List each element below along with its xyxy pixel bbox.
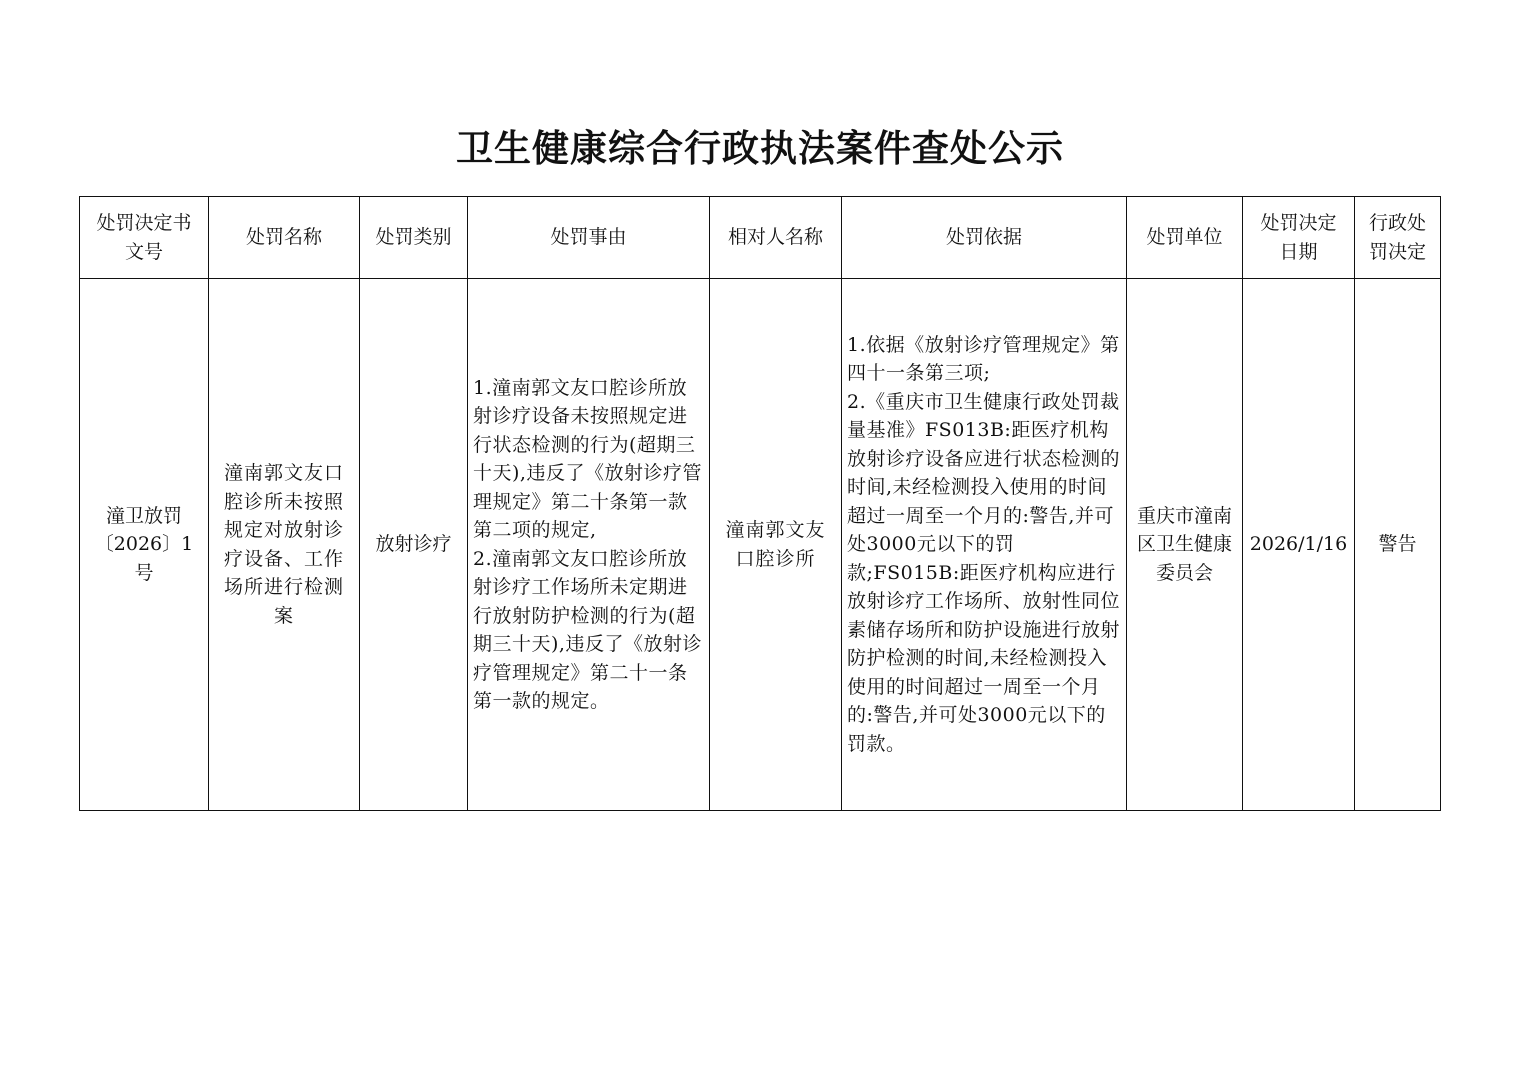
reason-item-2: 2.潼南郭文友口腔诊所放射诊疗工作场所未定期进行放射防护检测的行为(超期三十天),违反了《放射诊疗管理规定》第二十一条第一款的规定。 bbox=[473, 547, 702, 712]
cell-doc-number: 潼卫放罚〔2026〕1号 bbox=[80, 279, 209, 811]
header-decision: 行政处罚决定 bbox=[1355, 197, 1441, 279]
header-category: 处罚类别 bbox=[360, 197, 468, 279]
header-party-name: 相对人名称 bbox=[710, 197, 842, 279]
header-unit: 处罚单位 bbox=[1127, 197, 1243, 279]
cell-penalty-name: 潼南郭文友口腔诊所未按照规定对放射诊疗设备、工作场所进行检测案 bbox=[209, 279, 360, 811]
penalty-notice-table bbox=[79, 196, 1441, 811]
page-title: 卫生健康综合行政执法案件查处公示 bbox=[456, 126, 1064, 170]
header-reason: 处罚事由 bbox=[468, 197, 710, 279]
cell-decision: 警告 bbox=[1355, 279, 1441, 811]
cell-party-name: 潼南郭文友口腔诊所 bbox=[710, 279, 842, 811]
header-basis: 处罚依据 bbox=[842, 197, 1127, 279]
header-penalty-name: 处罚名称 bbox=[209, 197, 360, 279]
cell-reason bbox=[468, 279, 710, 811]
reason-item-1: 1.潼南郭文友口腔诊所放射诊疗设备未按照规定进行状态检测的行为(超期三十天),违反了《放射诊疗管理规定》第二十条第一款第二项的规定, bbox=[473, 376, 702, 541]
cell-category: 放射诊疗 bbox=[360, 279, 468, 811]
basis-item-1: 1.依据《放射诊疗管理规定》第四十一条第三项; bbox=[847, 333, 1120, 385]
table-row bbox=[80, 279, 1441, 811]
cell-unit: 重庆市潼南区卫生健康委员会 bbox=[1127, 279, 1243, 811]
basis-item-2: 2.《重庆市卫生健康行政处罚裁量基准》FS013B:距医疗机构放射诊疗设备应进行状态检测的时间,未经检测投入使用的时间超过一周至一个月的:警告,并可处3000元以下的罚款;FS015B:距医疗机构应进行放射诊疗工作场所、放射性同位素储存场所和防护设施进行放射防护检测的时间,未经检测投入使用的时间超过一周至一个月的:警告,并可处3000元以下的罚款。 bbox=[847, 390, 1121, 755]
header-date: 处罚决定日期 bbox=[1243, 197, 1355, 279]
table-header-row bbox=[80, 197, 1441, 279]
header-doc-number: 处罚决定书文号 bbox=[80, 197, 209, 279]
cell-basis bbox=[842, 279, 1127, 811]
cell-date: 2026/1/16 bbox=[1243, 279, 1355, 811]
